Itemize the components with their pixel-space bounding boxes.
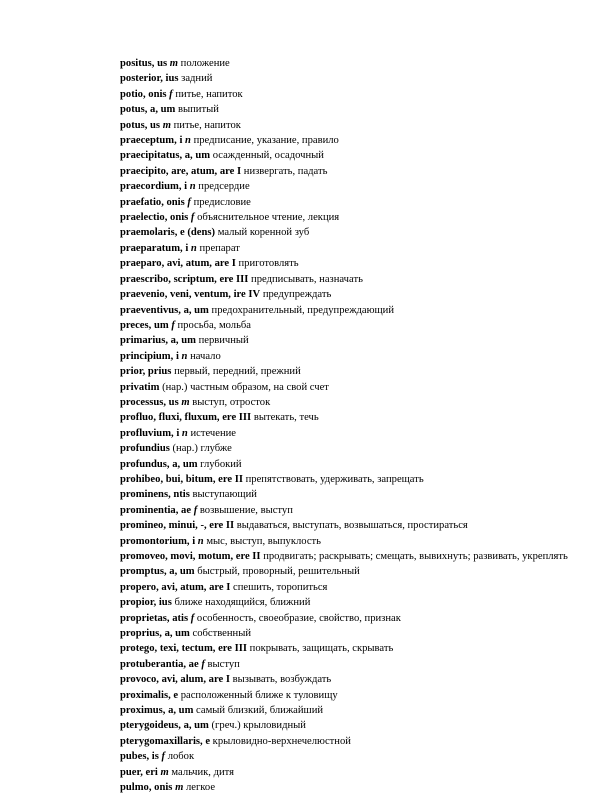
entry-grammatical-forms: , a, um [144, 104, 176, 116]
entry-lemma: prior [120, 366, 143, 378]
entry-grammatical-forms: , us [163, 396, 182, 408]
entry-grammatical-forms: , a, um [178, 304, 209, 316]
entry-grammatical-forms: , e [168, 689, 179, 701]
entry-lemma: protuberantia [120, 658, 184, 670]
entry-translation: приготовлять [235, 258, 299, 270]
entry-gender: f [187, 196, 191, 208]
entry-lemma: prohibeo [120, 473, 161, 485]
entry-lemma: preces [120, 319, 149, 331]
dictionary-entry [0, 595, 612, 610]
entry-lemma: posterior [120, 73, 161, 85]
entry-lemma: principium [120, 350, 171, 362]
entry-grammatical-forms: , a, um [165, 335, 196, 347]
entry-gender: f [193, 504, 198, 516]
entry-translation: малый коренной зуб [215, 227, 310, 239]
entry-lemma: profundus [120, 458, 167, 470]
entry-gender: f [169, 88, 173, 100]
entry-lemma: pubes [120, 751, 147, 763]
entry-lemma: profluvium [120, 427, 172, 439]
entry-grammatical-forms: , e [200, 735, 211, 747]
entry-lemma: potio [120, 88, 143, 100]
entry-grammatical-forms: , avi, atum, are I [156, 581, 231, 593]
entry-lemma: prominentia [120, 504, 176, 516]
entry-gender: n [181, 427, 188, 439]
entry-translation: просьба, мольба [174, 319, 252, 331]
dictionary-entry [0, 487, 612, 502]
entry-lemma: propior [120, 597, 154, 609]
entry-translation: вытекать, течь [251, 412, 319, 424]
entry-lemma: praecipitatus [120, 150, 180, 162]
entry-gender: m [175, 782, 184, 794]
entry-translation: предписывать, назначать [248, 273, 363, 285]
entry-translation: предохранительный, предупреждающий [208, 304, 395, 316]
entry-translation: препарат [196, 242, 240, 254]
entry-translation: спешить, торопиться [230, 581, 328, 593]
entry-grammatical-forms: , is [146, 751, 162, 763]
entry-translation: легкое [183, 782, 216, 794]
entry-gender: n [190, 242, 197, 254]
entry-grammatical-forms: , movi, motum, ere II [165, 551, 261, 562]
entry-lemma: praeparo [120, 258, 162, 270]
dictionary-entry [0, 272, 612, 287]
entry-lemma: positus [120, 58, 152, 69]
dictionary-entries [0, 56, 612, 796]
dictionary-entry [0, 472, 612, 487]
entry-lemma: praeceptum [120, 135, 175, 147]
dictionary-entry [0, 148, 612, 163]
entry-lemma: provoco [120, 674, 157, 686]
entry-lemma: protego [120, 643, 155, 655]
entry-translation: (нар.) частным образом, на свой счет [159, 381, 329, 393]
entry-translation: быстрый, проворный, решительный [194, 566, 360, 578]
entry-translation: первичный [195, 335, 249, 347]
entry-lemma: praeparatum [120, 242, 181, 254]
entry-lemma: potus [120, 119, 145, 131]
entry-gender: m [160, 766, 169, 778]
entry-lemma: praevenio [120, 289, 165, 301]
entry-lemma: pterygoideus [120, 720, 179, 732]
entry-lemma: proximus [120, 705, 163, 717]
dictionary-entry [0, 534, 612, 549]
dictionary-entry [0, 549, 612, 564]
entry-translation: вызывать, возбуждать [229, 674, 332, 686]
dictionary-entry [0, 672, 612, 687]
entry-lemma: promptus [120, 566, 164, 578]
entry-lemma: primarius [120, 335, 166, 347]
dictionary-entry [0, 179, 612, 194]
entry-translation: выступ [204, 658, 240, 670]
entry-grammatical-forms: , minui, -, ere II [163, 520, 235, 532]
dictionary-entry [0, 225, 612, 240]
entry-grammatical-forms: , a, um [179, 150, 211, 162]
entry-gender: f [201, 658, 205, 670]
entry-gender: n [189, 181, 196, 193]
entry-grammatical-forms: , i [178, 181, 190, 193]
entry-translation: возвышение, выступ [197, 504, 293, 516]
dictionary-entry [0, 703, 612, 718]
dictionary-entry [0, 71, 612, 86]
dictionary-entry [0, 195, 612, 210]
entry-translation: питье, напиток [170, 119, 241, 131]
entry-lemma: pulmo [120, 782, 149, 794]
dictionary-entry [0, 564, 612, 579]
entry-lemma: praecipito [120, 165, 166, 177]
entry-translation: (нар.) глубже [169, 443, 232, 455]
entry-translation: выступающий [189, 489, 257, 501]
entry-translation: крыловидно-верхнечелюстной [210, 735, 351, 747]
entry-translation: низвергать, падать [241, 165, 328, 177]
dictionary-entry [0, 102, 612, 117]
dictionary-entry [0, 611, 612, 626]
dictionary-entry [0, 718, 612, 733]
entry-grammatical-forms: , e (dens) [174, 227, 216, 239]
dictionary-entry [0, 333, 612, 348]
entry-grammatical-forms: , us [144, 119, 163, 131]
entry-grammatical-forms: , onis [142, 88, 170, 100]
dictionary-entry [0, 364, 612, 379]
entry-lemma: profundius [120, 443, 170, 455]
entry-lemma: profluo [120, 412, 154, 424]
entry-translation: мальчик, дитя [168, 766, 235, 778]
entry-grammatical-forms: , onis [164, 212, 191, 224]
dictionary-entry [0, 303, 612, 318]
entry-grammatical-forms: , avi, alum, are I [156, 674, 230, 686]
entry-gender: m [162, 119, 171, 131]
entry-lemma: praescribo [120, 273, 169, 285]
entry-lemma: praefatio [120, 196, 162, 208]
entry-gender: m [181, 396, 190, 408]
entry-grammatical-forms: , i [186, 535, 198, 547]
entry-grammatical-forms: , i [171, 427, 182, 439]
entry-translation: истечение [187, 427, 236, 439]
entry-grammatical-forms: , onis [161, 196, 188, 208]
entry-translation: собственный [189, 628, 252, 640]
entry-gender: f [190, 212, 195, 224]
entry-translation: питье, напиток [172, 88, 243, 100]
entry-lemma: proprius [120, 628, 160, 640]
entry-grammatical-forms: , are, atum, are I [165, 165, 242, 177]
entry-translation: препятствовать, удерживать, запрещать [242, 473, 424, 485]
entry-gender: n [185, 135, 191, 147]
entry-lemma: prominens [120, 489, 169, 501]
dictionary-entry [0, 503, 612, 518]
dictionary-entry [0, 118, 612, 133]
entry-translation: ближе находящийся, ближний [171, 597, 311, 609]
entry-translation: глубокий [197, 458, 242, 470]
entry-gender: f [161, 751, 166, 763]
entry-grammatical-forms: , prius [142, 366, 172, 378]
entry-grammatical-forms: , a, um [159, 628, 190, 640]
dictionary-entry [0, 518, 612, 533]
entry-gender: m [169, 58, 179, 69]
entry-grammatical-forms: , onis [148, 782, 176, 794]
entry-translation: предписание, указание, правило [190, 135, 339, 147]
dictionary-entry [0, 380, 612, 395]
entry-grammatical-forms: , eri [140, 766, 161, 778]
entry-grammatical-forms: , ius [153, 597, 172, 609]
entry-translation: предупреждать [260, 289, 332, 301]
entry-lemma: praecordium [120, 181, 179, 193]
entry-grammatical-forms: , um [148, 319, 172, 331]
dictionary-entry [0, 287, 612, 302]
entry-lemma: proximalis [120, 689, 169, 701]
entry-translation: выдаваться, выступать, возвышаться, простираться [234, 520, 468, 532]
entry-grammatical-forms: , scriptum, ere III [168, 273, 249, 285]
entry-translation: самый близкий, ближайший [193, 705, 324, 717]
entry-translation: первый, передний, прежний [171, 366, 301, 378]
dictionary-entry [0, 457, 612, 472]
entry-grammatical-forms: , veni, ventum, ire IV [164, 289, 261, 301]
entry-lemma: privatim [120, 381, 160, 393]
entry-grammatical-forms: , i [170, 350, 182, 362]
entry-gender: f [171, 319, 175, 331]
dictionary-entry [0, 426, 612, 441]
entry-grammatical-forms: , a, um [163, 566, 195, 578]
entry-lemma: praeventivus [120, 304, 179, 316]
entry-translation: лобок [165, 751, 195, 763]
entry-translation: предсердие [195, 181, 250, 193]
entry-translation: предисловие [190, 196, 251, 208]
entry-grammatical-forms: , atis [166, 612, 191, 624]
entry-grammatical-forms: , us [151, 58, 170, 69]
dictionary-entry [0, 410, 612, 425]
entry-lemma: propero [120, 581, 157, 593]
entry-translation: задний [178, 73, 213, 85]
entry-grammatical-forms: , ntis [168, 489, 190, 501]
dictionary-entry [0, 657, 612, 672]
dictionary-entry [0, 256, 612, 271]
entry-translation: покрывать, защищать, скрывать [247, 643, 394, 655]
entry-grammatical-forms: , a, um [162, 705, 194, 717]
entry-grammatical-forms: , i [180, 242, 191, 254]
entry-gender: n [181, 350, 188, 362]
entry-translation: выпитый [175, 104, 219, 116]
entry-translation: осажденный, осадочный [210, 150, 324, 162]
dictionary-entry [0, 780, 612, 795]
entry-lemma: promineo [120, 520, 164, 532]
dictionary-entry [0, 241, 612, 256]
entry-translation: положение [178, 58, 230, 69]
dictionary-entry [0, 734, 612, 749]
entry-grammatical-forms: , texi, tectum, ere III [154, 643, 247, 655]
entry-grammatical-forms: , ae [175, 504, 194, 516]
entry-grammatical-forms: , avi, atum, are I [161, 258, 236, 270]
entry-translation: начало [187, 350, 221, 362]
entry-grammatical-forms: , i [174, 135, 186, 147]
dictionary-entry [0, 395, 612, 410]
dictionary-entry [0, 641, 612, 656]
entry-grammatical-forms: , ae [183, 658, 202, 670]
entry-translation: объяснительное чтение, лекция [194, 212, 340, 224]
dictionary-entry [0, 210, 612, 225]
dictionary-entry [0, 56, 612, 71]
entry-grammatical-forms: , a, um [178, 720, 209, 732]
entry-lemma: pterygomaxillaris [120, 735, 201, 747]
entry-translation: продвигать; раскрывать; смещать, вывихнуть; развивать, укреплять [260, 551, 568, 562]
entry-grammatical-forms: , a, um [166, 458, 198, 470]
dictionary-entry [0, 626, 612, 641]
dictionary-entry [0, 133, 612, 148]
entry-translation: расположенный ближе к туловищу [178, 689, 338, 701]
entry-lemma: puer [120, 766, 141, 778]
entry-grammatical-forms: , ius [160, 73, 179, 85]
entry-lemma: proprietas [120, 612, 167, 624]
dictionary-entry [0, 580, 612, 595]
entry-lemma: potus [120, 104, 145, 116]
entry-grammatical-forms: , bui, bitum, ere II [160, 473, 243, 485]
entry-translation: особенность, своеобразие, свойство, признак [194, 612, 401, 624]
dictionary-entry [0, 318, 612, 333]
entry-lemma: processus [120, 396, 164, 408]
entry-gender: f [190, 612, 195, 624]
dictionary-entry [0, 765, 612, 780]
entry-translation: выступ, отросток [189, 396, 271, 408]
dictionary-entry [0, 688, 612, 703]
dictionary-entry [0, 164, 612, 179]
entry-translation: (греч.) крыловидный [208, 720, 306, 732]
dictionary-entry [0, 749, 612, 764]
entry-lemma: praelectio [120, 212, 165, 224]
dictionary-entry [0, 87, 612, 102]
entry-lemma: promontorium [120, 535, 187, 547]
entry-translation: мыс, выступ, выпуклость [203, 535, 321, 547]
dictionary-entry [0, 441, 612, 456]
entry-lemma: praemolaris [120, 227, 175, 239]
entry-grammatical-forms: , fluxi, fluxum, ere III [153, 412, 252, 424]
dictionary-entry [0, 349, 612, 364]
entry-lemma: promoveo [120, 551, 166, 562]
entry-gender: n [197, 535, 204, 547]
